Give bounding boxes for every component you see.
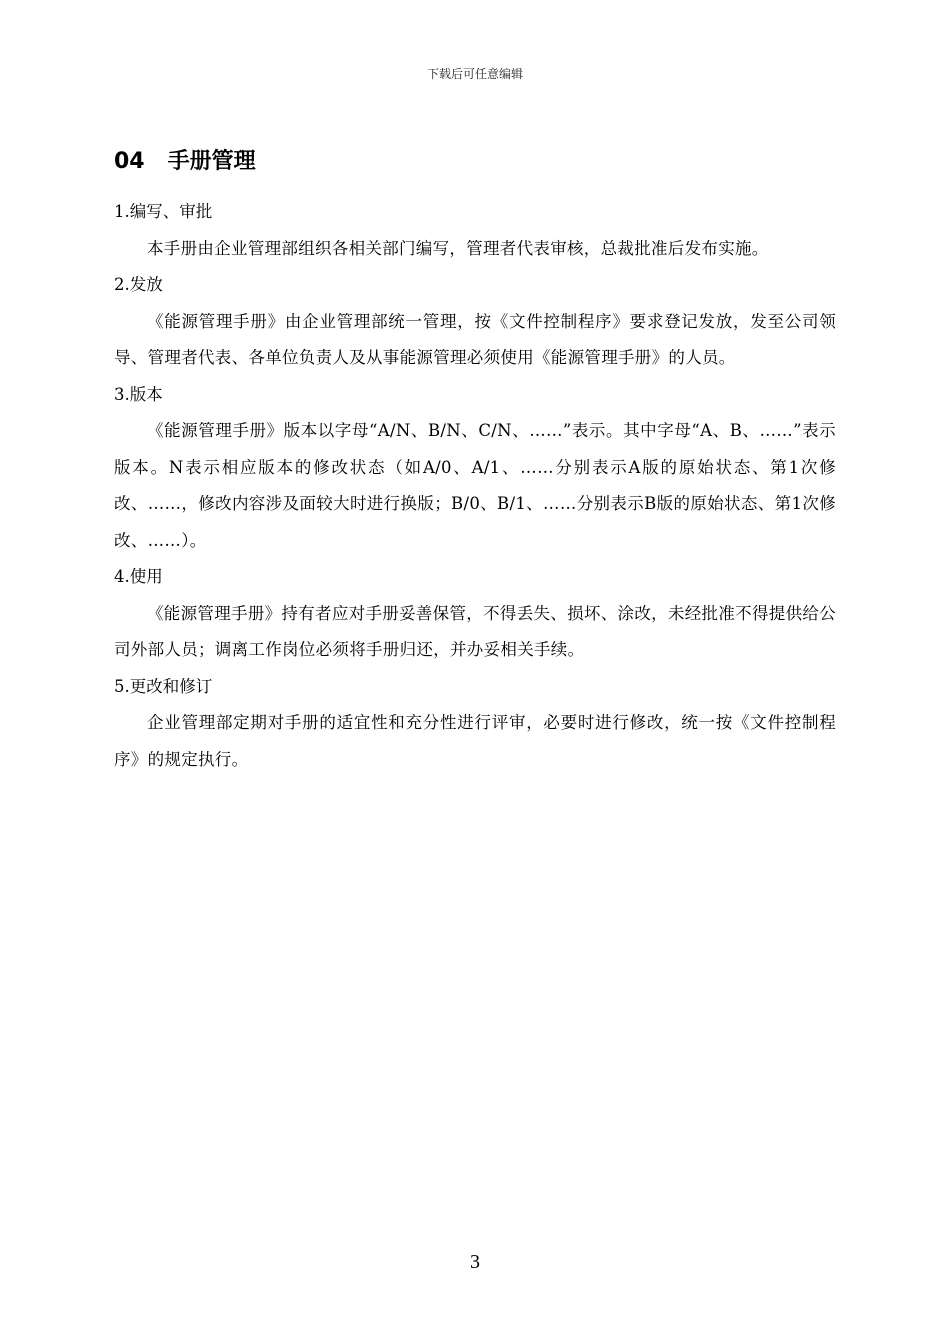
section-paragraph: 本手册由企业管理部组织各相关部门编写，管理者代表审核，总裁批准后发布实施。 [147,238,769,258]
section-change-revision [114,669,836,779]
document-body [114,194,836,778]
section-heading: 4.使用 [114,567,163,586]
section-usage [114,559,836,669]
section-version [114,377,836,560]
section-compile-approve [114,194,836,267]
section-paragraph: 《能源管理手册》版本以字母“A/N、B/N、C/N、……”表示。其中字母“A、B、……”表示版本。N表示相应版本的修改状态（如A/0、A/1、……分别表示A版的原始状态、第1次修改、……，修改内容涉及面较大时进行换版；B/0、B/1、……分别表示B版的原始状态、第1次修改、……）。 [114,421,836,550]
section-heading: 5.更改和修订 [114,676,213,696]
section-paragraph: 《能源管理手册》由企业管理部统一管理，按《文件控制程序》要求登记发放，发至公司领导、管理者代表、各单位负责人及从事能源管理必须使用《能源管理手册》的人员。 [114,311,836,367]
section-heading: 1.编写、审批 [114,202,213,221]
page-header-note: 下载后可任意编辑 [426,67,523,81]
section-distribution [114,267,836,377]
section-heading: 2.发放 [114,275,163,294]
document-title: 04 手册管理 [114,149,256,174]
section-paragraph: 企业管理部定期对手册的适宜性和充分性进行评审，必要时进行修改，统一按《文件控制程序》的规定执行。 [114,713,836,769]
section-heading: 3.版本 [114,384,163,404]
page-number: 3 [470,1251,480,1273]
section-paragraph: 《能源管理手册》持有者应对手册妥善保管，不得丢失、损坏、涂改，未经批准不得提供给公司外部人员；调离工作岗位必须将手册归还，并办妥相关手续。 [114,603,836,659]
